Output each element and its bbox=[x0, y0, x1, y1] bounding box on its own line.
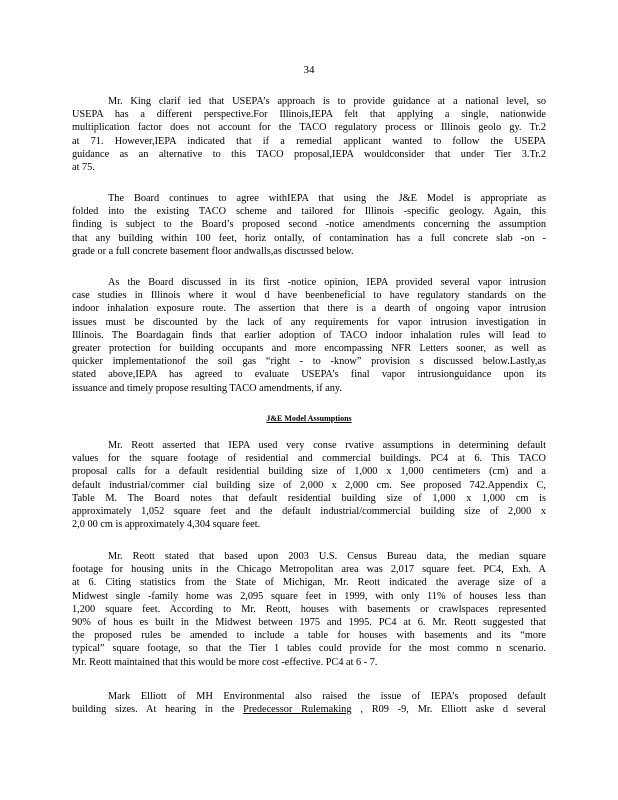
text-line: indoor inhalation exposure route. The assertion that there is a dearth of ongoing vapor intrusion bbox=[72, 303, 546, 315]
paragraph-elliott bbox=[72, 690, 546, 716]
text-line: As the Board discussed in its first -notice opinion, IEPA provided several vapor intrusion bbox=[108, 277, 546, 288]
text-line: Mr. Reott maintained that this would be more cost -effective. PC4 at 6 - 7. bbox=[72, 656, 378, 668]
text-line: greater protection for building occupants and more encompassing NFR Letters sooner, as well as bbox=[72, 342, 546, 354]
text-line: issuance and timely propose resulting TACO amendments, if any. bbox=[72, 382, 342, 394]
paragraph-reott-assumptions bbox=[72, 439, 546, 531]
text-line: the proposed rules be amended to include a table for houses with basements and its “more bbox=[72, 630, 546, 642]
paragraph-case-studies bbox=[72, 276, 546, 395]
paragraph-je-model-agreement bbox=[72, 192, 546, 258]
text-line: quicker implementationof the soil gas “right - to -know” provision s discussed below.Lastly,as bbox=[72, 356, 546, 368]
text-line: grade or a full concrete basement floor andwalls,as discussed below. bbox=[72, 245, 354, 257]
text-line-with-citation bbox=[72, 703, 546, 716]
text-line: at 75. bbox=[72, 161, 95, 173]
text-line: proposal calls for a default residential building size of 1,000 x 1,000 centimeters (cm) and a bbox=[72, 466, 546, 478]
text-line: Table M. The Board notes that default residential building size of 1,000 x 1,000 cm is bbox=[72, 492, 546, 504]
section-heading bbox=[0, 414, 618, 423]
text-line: that any building within 100 feet, horiz ontally, of contamination has a full concrete slab -on - bbox=[72, 232, 546, 244]
text-line: Illinois. The Boardagain finds that earlier adoption of TACO indoor inhalation rules will lead to bbox=[72, 329, 546, 341]
text-line: guidance as an alternative to this TACO proposal,IEPA wouldconsider that under Tier 3.Tr.2 bbox=[72, 148, 546, 160]
text-line: at 6. Citing statistics from the State of Michigan, Mr. Reott indicated the average size of a bbox=[72, 577, 546, 589]
text-span: building sizes. At hearing in the bbox=[72, 704, 244, 716]
text-line: 1,200 square feet. According to Mr. Reott, houses with basements or crawlspaces represented bbox=[72, 603, 546, 615]
text-line: 90% of hous es built in the Midwest between 1975 and 1995. PC4 at 6. Mr. Reott suggested that bbox=[72, 616, 546, 628]
text-line: case studies in Illinois where it woul d have beenbeneficial to have regulatory standards on the bbox=[72, 290, 546, 302]
text-span: , R09 -9, Mr. Elliott aske d several bbox=[351, 704, 546, 716]
text-line: issues must be discounted by the lack of any requirements for vapor intrusion investigation in bbox=[72, 316, 546, 328]
paragraph-usepa-approach bbox=[72, 95, 546, 174]
text-line: Mark Elliott of MH Environmental also raised the issue of IEPA’s proposed default bbox=[108, 691, 546, 702]
page-number: 34 bbox=[303, 64, 315, 76]
text-line: Mr. King clarif ied that USEPA’s approach is to provide guidance at a national level, so bbox=[108, 96, 546, 107]
text-line: Mr. Reott asserted that IEPA used very conse rvative assumptions in determining default bbox=[108, 440, 546, 451]
text-line: approximately 1,052 square feet and the default industrial/commercial building size of 2,000 x bbox=[72, 505, 546, 517]
text-line: values for the square footage of residential and commercial buildings. PC4 at 6. This TACO bbox=[72, 453, 546, 465]
text-line: footage for housing units in the Chicago Metropolitan area was 2,017 square feet. PC4, Exh. A bbox=[72, 564, 546, 576]
text-line: USEPA has a different perspective.For Illinois,IEPA felt that applying a single, nationwide bbox=[72, 109, 546, 121]
paragraph-census-data bbox=[72, 550, 546, 669]
predecessor-rulemaking-citation: Predecessor Rulemaking bbox=[243, 704, 352, 716]
text-line: at 71. However,IEPA indicated that if a remedial applicant wanted to follow the USEPA bbox=[72, 135, 546, 147]
section-heading-text: J&E Model Assumptions bbox=[266, 414, 352, 423]
text-line: finding is subject to the Board’s proposed second -notice amendments concerning the assumption bbox=[72, 219, 546, 231]
text-line: 2,0 00 cm is approximately 4,304 square feet. bbox=[72, 519, 261, 531]
text-line: Midwest single -family home was 2,095 square feet in 1999, with only 11% of houses less than bbox=[72, 590, 546, 602]
text-line: multiplication factor does not account for the TACO regulatory process or Illinois geolo gy. Tr.2 bbox=[72, 122, 546, 134]
text-line: The Board continues to agree withIEPA that using the J&E Model is appropriate as bbox=[108, 193, 546, 204]
text-line: typical” square footage, so that the Tier 1 tables could provide for the most commo n scenario. bbox=[72, 643, 546, 655]
text-line: default industrial/commer cial building size of 2,000 x 2,000 cm. See proposed 742.Appendix C, bbox=[72, 479, 546, 491]
text-line: folded into the existing TACO scheme and tailored for Illinois -specific geology. Again, this bbox=[72, 206, 546, 218]
text-line: Mr. Reott stated that based upon 2003 U.S. Census Bureau data, the median square bbox=[108, 551, 546, 562]
text-line: stated above,IEPA has agreed to evaluate USEPA’s final vapor intrusionguidance upon its bbox=[72, 369, 546, 381]
